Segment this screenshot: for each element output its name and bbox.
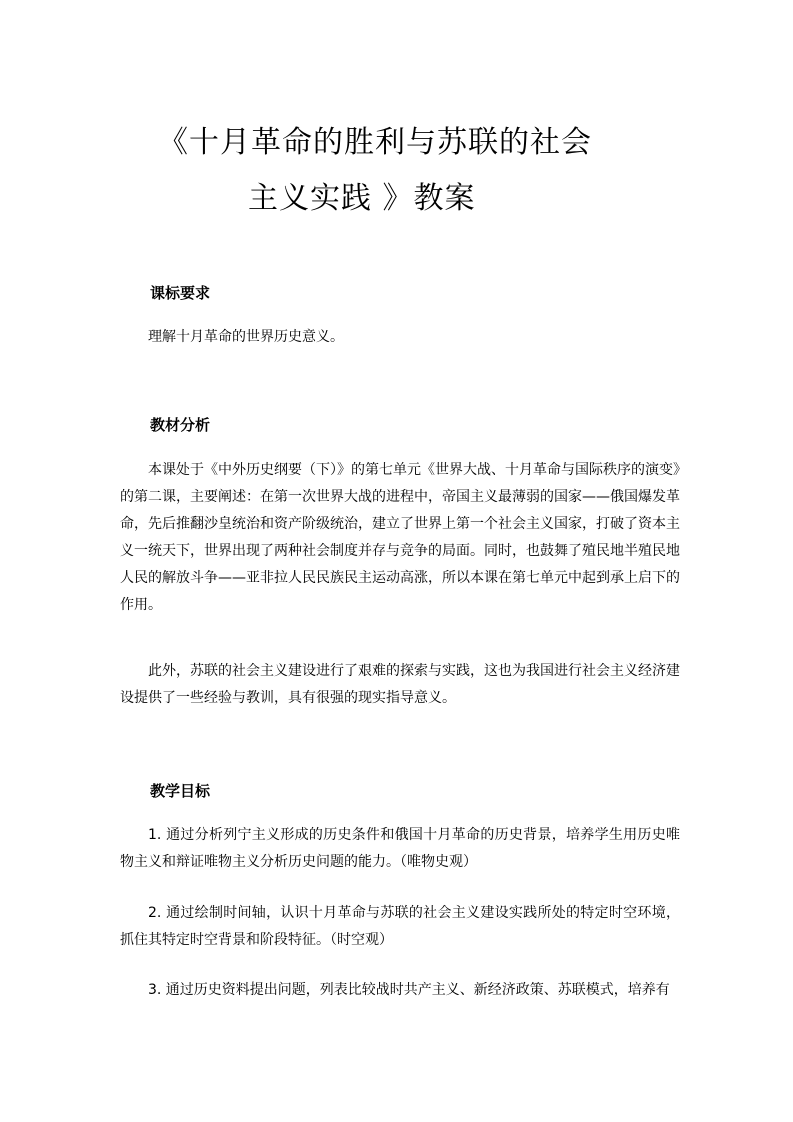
analysis-paragraph-1: 本课处于《中外历史纲要（下）》的第七单元《世界大战、十月革命与国际秩序的演变》的第二课，主要阐述：在第一次世界大战的进程中，帝国主义最薄弱的国家——俄国爆发革命，先后推翻沙皇统治和资产阶级统治，建立了世界上第一个社会主义国家，打破了资本主义一统天下，世界出现了两种社会制度并存与竞争的局面。同时，也鼓舞了殖民地半殖民地人民的解放斗争——亚非拉人民民族民主运动高涨，所以本课在第七单元中起到承上启下的作用。 [120, 462, 680, 613]
curriculum-paragraph: 理解十月革命的世界历史意义。 [148, 329, 344, 345]
objective-item-3: 3. 通过历史资料提出问题，列表比较战时共产主义、新经济政策、苏联模式，培养有 [148, 982, 670, 998]
section-heading-curriculum: 课标要求 [150, 284, 211, 302]
objective-item-1: 1. 通过分析列宁主义形成的历史条件和俄国十月革命的历史背景，培养学生用历史唯物主义和辩证唯物主义分析历史问题的能力。（唯物史观） [120, 827, 680, 870]
section-heading-textbook-analysis: 教材分析 [150, 416, 211, 434]
objective-item-2: 2. 通过绘制时间轴，认识十月革命与苏联的社会主义建设实践所处的特定时空环境，抓住其特定时空背景和阶段特征。（时空观） [120, 905, 680, 948]
document-title-line-1: 《十月革命的胜利与苏联的社会 [158, 125, 592, 160]
document-title-line-2: 主义实践 》教案 [248, 181, 476, 216]
analysis-paragraph-2: 此外，苏联的社会主义建设进行了艰难的探索与实践，这也为我国进行社会主义经济建设提供了一些经验与教训，具有很强的现实指导意义。 [120, 663, 680, 706]
section-heading-teaching-objectives: 教学目标 [150, 782, 211, 800]
